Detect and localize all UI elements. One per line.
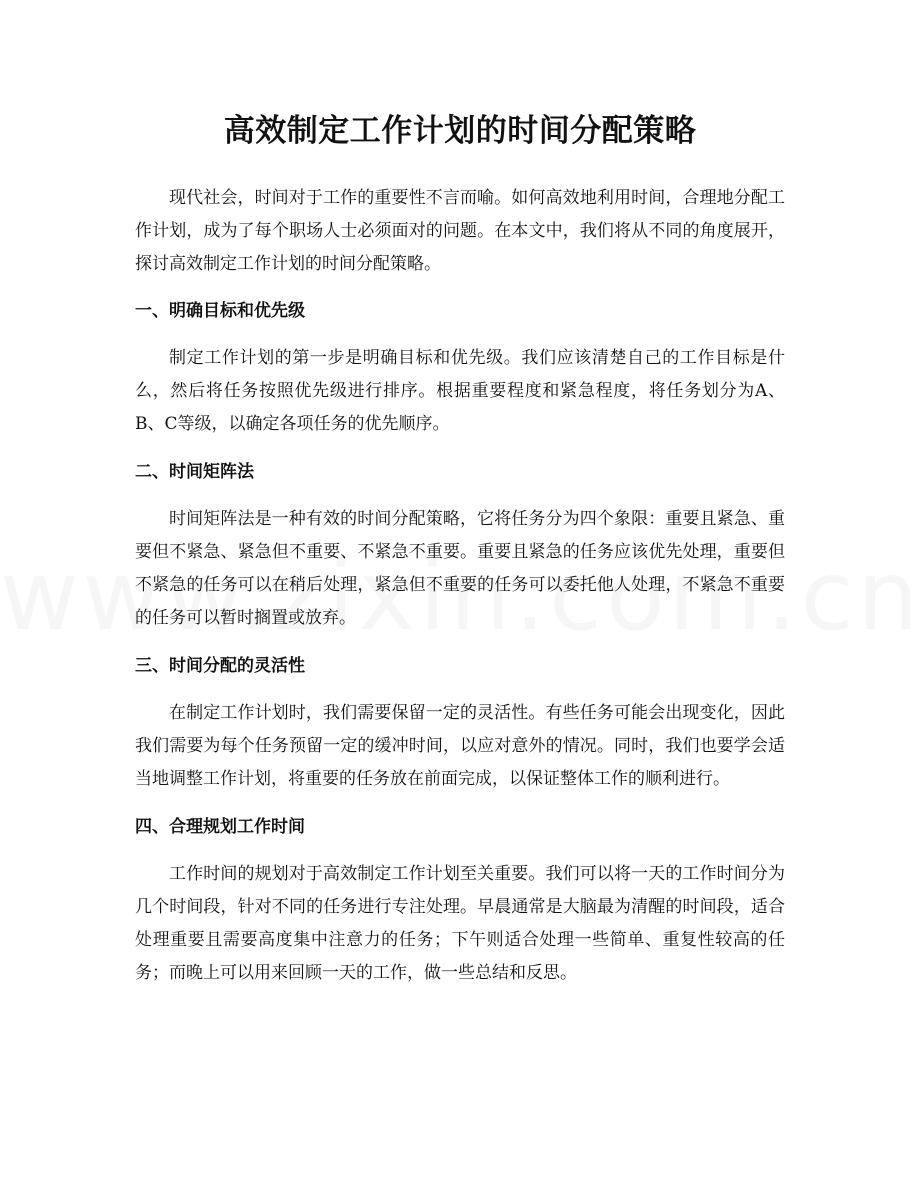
intro-paragraph: 现代社会，时间对于工作的重要性不言而喻。如何高效地利用时间，合理地分配工作计划，成为了每个职场人士必须面对的问题。在本文中，我们将从不同的角度展开，探讨高效制定工作计划的时间分配策略。 [135, 188, 785, 274]
section-heading-2: 二、时间矩阵法 [135, 462, 254, 482]
section-body-4: 工作时间的规划对于高效制定工作计划至关重要。我们可以将一天的工作时间分为几个时间段，针对不同的任务进行专注处理。早晨通常是大脑最为清醒的时间段，适合处理重要且需要高度集中注意力的任务；下午则适合处理一些简单、重复性较高的任务；而晚上可以用来回顾一天的工作，做一些总结和反思。 [135, 864, 785, 983]
document-content [135, 108, 785, 990]
document-title: 高效制定工作计划的时间分配策略 [223, 113, 697, 149]
section-heading-4: 四、合理规划工作时间 [135, 817, 305, 837]
section-body-2: 时间矩阵法是一种有效的时间分配策略，它将任务分为四个象限：重要且紧急、重要但不紧急、紧急但不重要、不紧急不重要。重要且紧急的任务应该优先处理，重要但不紧急的任务可以在稍后处理，紧急但不重要的任务可以委托他人处理，不紧急不重要的任务可以暂时搁置或放弃。 [135, 509, 785, 628]
section-body-1: 制定工作计划的第一步是明确目标和优先级。我们应该清楚自己的工作目标是什么，然后将任务按照优先级进行排序。根据重要程度和紧急程度，将任务划分为A、B、C等级，以确定各项任务的优先顺序。 [135, 348, 785, 434]
section-heading-3: 三、时间分配的灵活性 [135, 656, 305, 676]
section-heading-1: 一、明确目标和优先级 [135, 301, 305, 321]
section-body-3: 在制定工作计划时，我们需要保留一定的灵活性。有些任务可能会出现变化，因此我们需要为每个任务预留一定的缓冲时间，以应对意外的情况。同时，我们也要学会适当地调整工作计划，将重要的任务放在前面完成，以保证整体工作的顺利进行。 [135, 703, 785, 789]
